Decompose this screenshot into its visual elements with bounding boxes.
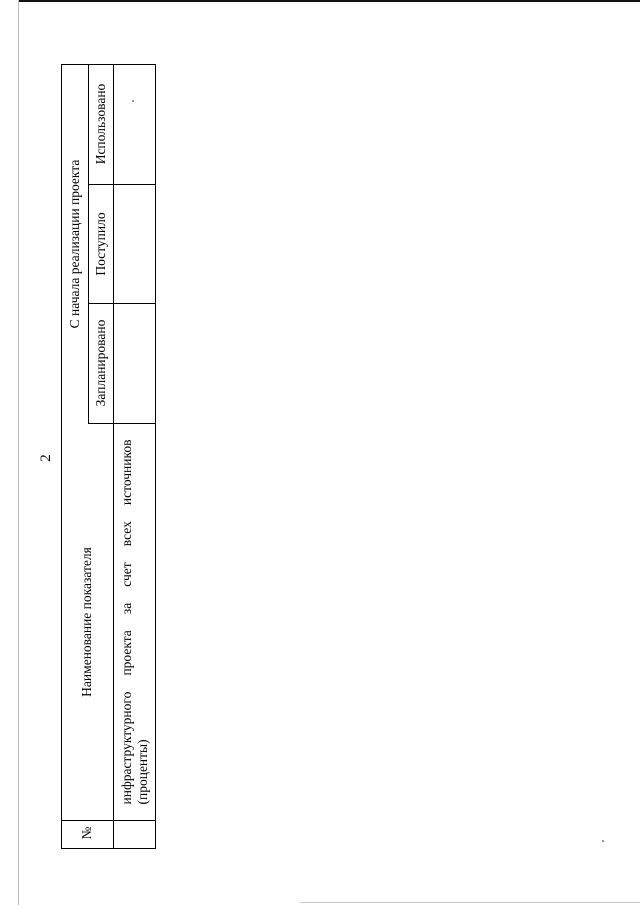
scan-dust <box>132 100 134 102</box>
header-number: № <box>79 826 94 840</box>
header-used: Использовано <box>93 83 108 165</box>
cell-indicator: инфраструктурного проекта за счет всех источников (проценты) <box>119 439 150 805</box>
page-number: 2 <box>38 454 54 462</box>
table-line-planned-received <box>88 303 156 304</box>
table-border-right <box>155 64 156 849</box>
header-indicator-name: Наименование показателя <box>79 547 94 697</box>
header-received: Поступило <box>93 212 108 276</box>
table-line-group-sub <box>88 64 89 424</box>
scan-edge-top <box>18 0 640 2</box>
table-line-number <box>61 820 156 821</box>
scan-edge-bottom <box>300 902 640 903</box>
table-border-bottom <box>61 848 156 849</box>
header-planned: Запланировано <box>93 319 108 407</box>
scan-edge-left <box>18 0 19 905</box>
table-line-header-body <box>113 64 114 849</box>
table-line-received-used <box>88 184 156 185</box>
scan-dust <box>602 840 604 842</box>
table-border-left <box>61 64 62 849</box>
header-group-since-start: С начала реализации проекта <box>67 159 82 329</box>
table-border-top <box>61 64 156 65</box>
table-line-name-group <box>88 423 156 424</box>
